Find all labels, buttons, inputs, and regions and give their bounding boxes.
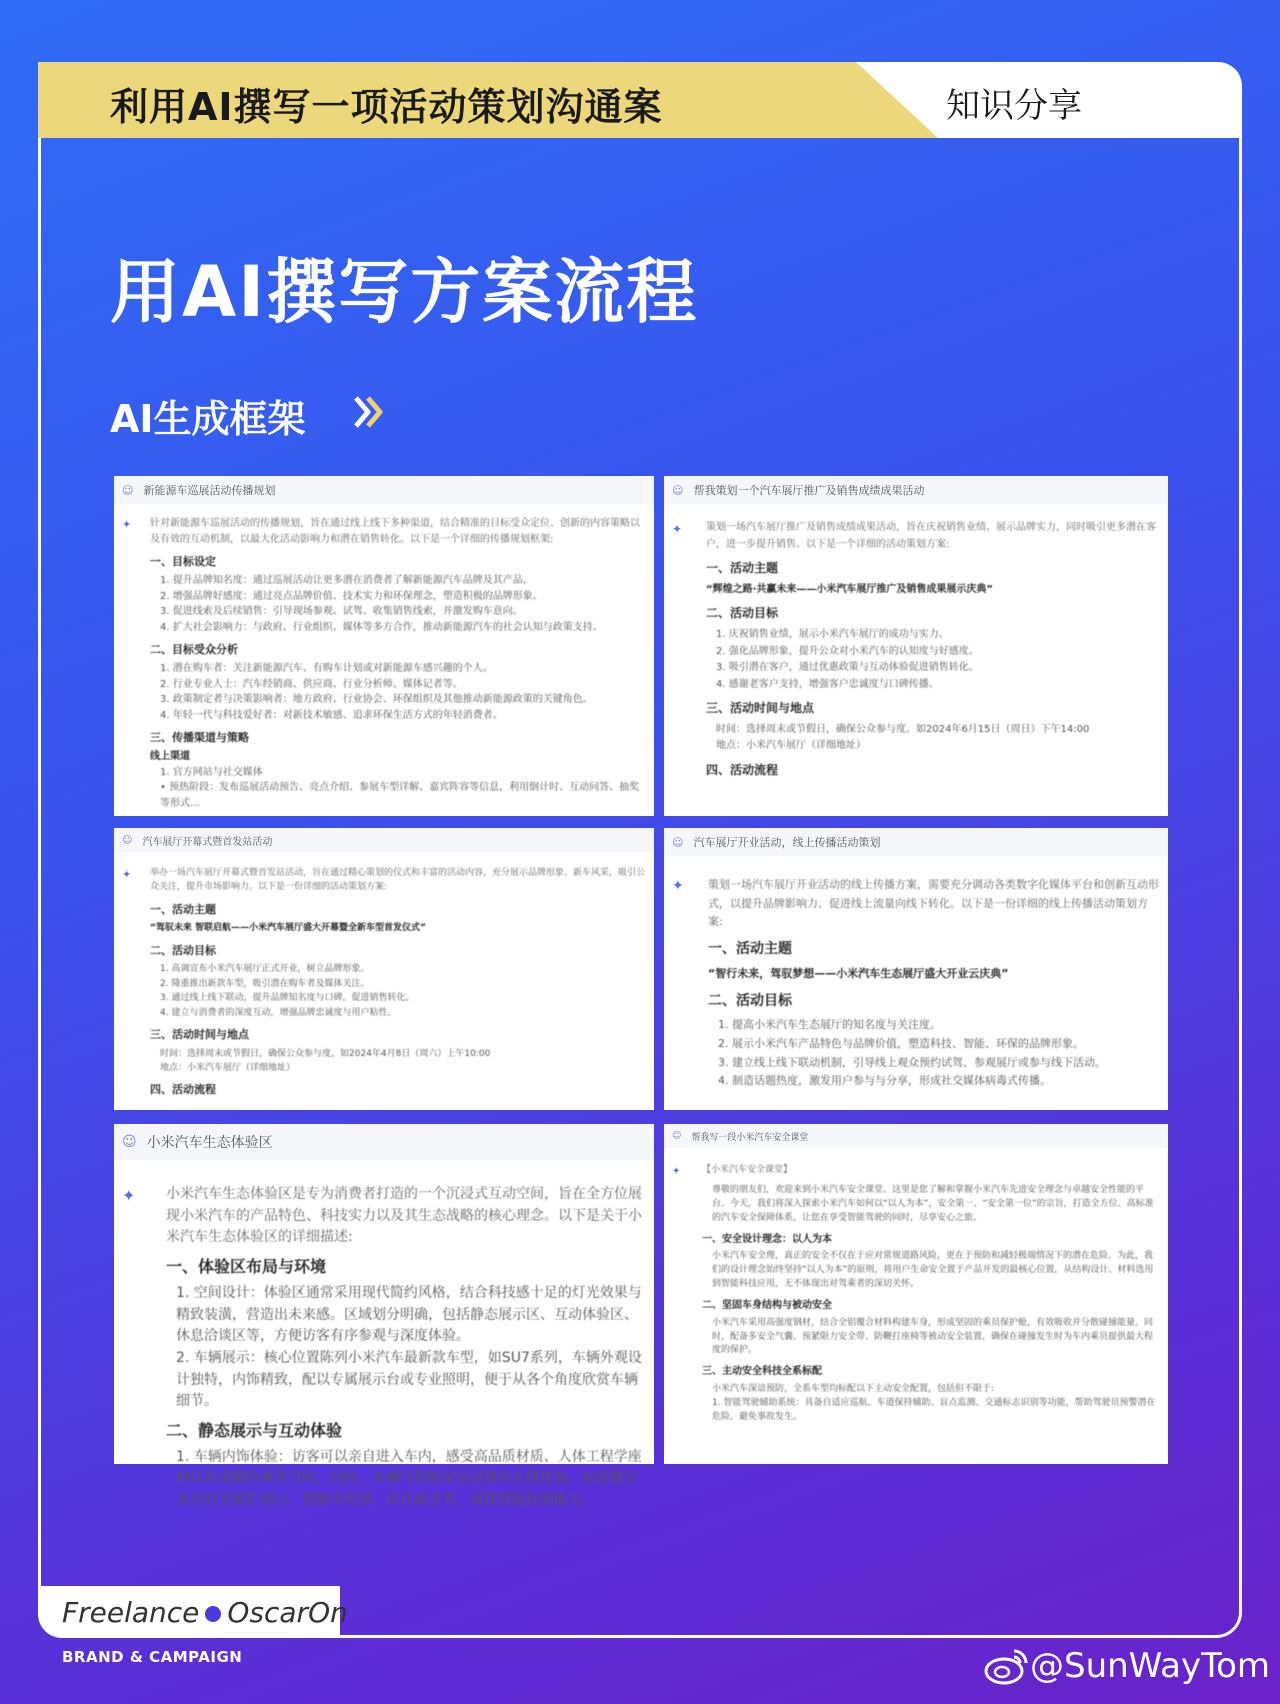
response-list-item: 1. 智能驾驶辅助系统：具备自适应巡航、车道保持辅助、盲点监测、交通标志识别等功能，帮助驾驶员预警潜在危险，避免事故发生。 [712, 1397, 1156, 1422]
weibo-icon [984, 1647, 1030, 1685]
user-icon: ☺ [672, 835, 684, 849]
response-theme: “驾驭未来 智联启航——小米汽车展厅盛大开幕暨全新车型首发仪式” [150, 923, 426, 934]
response-list-item: 时间：选择周末或节假日，确保公众参与度。如2024年4月8日（周六）上午10:00 [160, 1048, 491, 1059]
question-text: 小米汽车生态体验区 [146, 1135, 273, 1151]
ai-response [150, 866, 646, 1102]
response-list-item: 4. 制造话题热度，激发用户参与与分享，形成社交媒体病毒式传播。 [718, 1074, 1051, 1088]
response-heading: 二、目标受众分析 [150, 643, 238, 657]
header-tag: 知识分享 [946, 86, 1082, 126]
brand-left: Freelance [62, 1596, 200, 1629]
response-list-item: 1. 提高小米汽车生态展厅的知名度与关注度。 [718, 1018, 941, 1032]
response-theme: “智行未来，驾驭梦想——小米汽车生态展厅盛大开业云庆典” [708, 966, 1009, 980]
response-intro: 策划一场汽车展厅开业活动的线上传播方案，需要充分调动各类数字化媒体平台和创新互动形式，以提升品牌影响力、促进线上流量向线下转化。以下是一份详细的线上传播活动策划方案: [708, 878, 1159, 929]
ai-response [150, 516, 646, 811]
response-list-item: 小米汽车采用高强度钢材，结合全铝覆合材料构建车身，形成坚固的乘员保护舱，有效吸收并分散碰撞能量。同时，配备多安全气囊、预紧限力安全带、防鞭打座椅等被动安全装置，确保在碰撞发生时为车内乘员提供最大程度的保护。 [712, 1317, 1154, 1356]
question-text: 新能源车巡展活动传播规划 [143, 484, 276, 497]
user-icon: ☺ [122, 483, 134, 497]
ai-bot-icon: ✦ [672, 522, 683, 536]
screenshot-card-1 [114, 476, 654, 816]
question-text: 帮我写一段小米汽车安全课堂 [691, 1132, 809, 1143]
response-list-item: 1. 空间设计：体验区通常采用现代简约风格，结合科技感十足的灯光效果与精致装潢，营造出未来感。区域划分明确，包括静态展示区、互动体验区、休息洽谈区等，方便访客有序参观与深度体验。 [176, 1284, 642, 1345]
response-list-item: 1. 庆祝销售业绩，展示小米汽车展厅的成功与实力。 [716, 629, 949, 641]
card-question [664, 1124, 1168, 1148]
response-heading: 一、安全设计理念：以人为本 [702, 1233, 832, 1245]
screenshot-card-6 [664, 1124, 1168, 1464]
response-heading: 二、坚固车身结构与被动安全 [702, 1300, 832, 1312]
weibo-watermark [984, 1646, 1270, 1686]
response-list-item: 1. 车辆内饰体验：访客可以亲自进入车内，感受高品质材质、人体工程学座椅以及宽敞的乘坐空间。同时，车辆与智能家居设备的无缝连接，如前排仪表台的金属扩展口、智能中控屏、语音助手等，展现智能控制能力。 [176, 1448, 642, 1509]
response-list-item: 小米汽车深谙预防，全系车型均标配以下主动安全配置，包括但不限于: [712, 1383, 995, 1394]
ai-response [708, 876, 1160, 1091]
ai-response [706, 520, 1160, 784]
user-icon: ☺ [122, 834, 133, 846]
response-heading: 一、活动主题 [150, 902, 216, 916]
header-bar [38, 62, 1242, 138]
section-subtitle: AI生成框架 [110, 397, 306, 441]
response-heading: 四、活动流程 [706, 762, 779, 777]
response-list-item: 3. 促进线索及后续销售：引导现场参观、试驾、收集销售线索，并激发购车意向。 [160, 606, 523, 618]
question-text: 汽车展厅开业活动，线上传播活动策划 [693, 836, 881, 849]
response-list-item: 1. 高调宣布小米汽车展厅正式开业，树立品牌形象。 [160, 964, 370, 975]
screenshot-card-3 [114, 828, 654, 1110]
response-heading: 三、活动时间与地点 [150, 1027, 249, 1041]
response-intro: 策划一场汽车展厅推广及销售成绩成果活动，旨在庆祝销售业绩、展示品牌实力，同时吸引更多潜在客户，进一步提升销售。以下是一个详细的活动策划方案: [706, 522, 1156, 550]
response-list-item: 地点：小米汽车展厅（详细地址） [716, 740, 866, 752]
card-question [664, 828, 1168, 856]
response-heading: 三、活动时间与地点 [706, 701, 815, 716]
response-intro: 举办一场汽车展厅开幕式暨首发站活动，旨在通过精心策划的仪式和丰富的活动内容，充分展示品牌形象、新车风采，吸引公众关注，提升市场影响力。以下是一份详细的活动策划方案: [150, 868, 646, 893]
response-heading: 一、活动主题 [706, 561, 779, 575]
response-list-item: 2. 增强品牌好感度：通过亮点品牌价值、技术实力和环保理念，塑造积极的品牌形象。 [160, 590, 543, 602]
response-heading: 二、活动目标 [706, 606, 779, 621]
ai-bot-icon: ✦ [122, 518, 132, 531]
response-list-item: 尊敬的朋友们，欢迎来到小米汽车安全课堂。这里是您了解和掌握小米汽车先进安全理念与卓越安全性能的平台。今天，我们将深入探索小米汽车如何以“以人为本”，安全第一、“安全第一位”的宗旨，打造全方位、高标准的汽车安全保障体系，让您在享受智能驾驶的同时，尽享安心之旅。 [712, 1184, 1154, 1223]
ai-bot-icon: ✦ [672, 1166, 681, 1177]
response-list-item: 4. 扩大社会影响力：与政府、行业组织、媒体等多方合作，推动新能源汽车的社会认知与政策支持。 [160, 621, 603, 633]
question-text: 汽车展厅开幕式暨首发站活动 [142, 836, 273, 848]
response-list-item: 3. 吸引潜在客户，通过优惠政策与互动体验促进销售转化。 [716, 662, 979, 674]
footer-subtitle: BRAND & CAMPAIGN [62, 1648, 243, 1666]
response-list-item: • 预热阶段：发布巡展活动预告、亮点介绍、参展车型详解、嘉宾阵容等信息，利用倒计时、互动问答、抽奖等形式... [160, 782, 640, 809]
response-list-item: 2. 展示小米汽车产品特色与品牌价值，塑造科技、智能、环保的品牌形象。 [718, 1037, 1084, 1051]
user-icon: ☺ [672, 483, 684, 497]
response-subheading: 线上渠道 [150, 751, 190, 763]
double-chevron-right-icon [352, 392, 386, 432]
ai-bot-icon: ✦ [672, 878, 684, 894]
response-list-item: 地点：小米汽车展厅（详细地址） [160, 1062, 296, 1073]
ai-response [702, 1164, 1160, 1425]
response-heading: 三、传播渠道与策略 [150, 731, 249, 745]
response-heading: 二、活动目标 [150, 943, 216, 957]
brand-right: OscarOn [227, 1596, 348, 1629]
ai-response [166, 1184, 646, 1512]
response-theme: “辉煌之路·共赢未来——小米汽车展厅推广及销售成果展示庆典” [706, 583, 993, 595]
response-list-item: 3. 政策制定者与决策影响者：地方政府、行业协会、环保组织及其他推动新能源政策的关键角色。 [160, 694, 593, 706]
response-list-item: 1. 提升品牌知名度：通过巡展活动让更多潜在消费者了解新能源汽车品牌及其产品。 [160, 575, 533, 587]
page-title: 用AI撰写方案流程 [110, 251, 699, 333]
response-list-item: 2. 隆重推出新款车型，吸引潜在购车者及媒体关注。 [160, 978, 370, 989]
response-heading: 一、体验区布局与环境 [166, 1257, 327, 1277]
ai-bot-icon: ✦ [122, 1186, 136, 1205]
response-intro: 针对新能源车巡展活动的传播规划，旨在通过线上线下多种渠道，结合精准的目标受众定位、创新的内容策略以及有效的互动机制，以最大化活动影响力和潜在销售转化。以下是一个详细的传播规划框架: [150, 518, 640, 545]
footer-brand [62, 1596, 348, 1629]
response-heading: 二、静态展示与互动体验 [166, 1420, 343, 1440]
response-list-item: 2. 强化品牌形象，提升公众对小米汽车的认知度与好感度。 [716, 645, 979, 657]
response-list-item: 4. 年轻一代与科技爱好者：对新技术敏感、追求环保生活方式的年轻消费者。 [160, 709, 503, 721]
response-intro: 小米汽车生态体验区是专为消费者打造的一个沉浸式互动空间，旨在全方位展现小米汽车的产品特色、科技实力以及其生态战略的核心理念。以下是关于小米汽车生态体验区的详细描述: [166, 1186, 642, 1246]
response-heading: 二、活动目标 [708, 992, 792, 1009]
response-heading: 一、目标设定 [150, 555, 216, 568]
response-intro: 【小米汽车安全课堂】 [702, 1165, 793, 1175]
response-list-item: 3. 建立线上线下联动机制，引导线上观众预约试驾、参观展厅或参与线下活动。 [718, 1055, 1106, 1069]
ai-bot-icon: ✦ [122, 868, 132, 881]
response-list-item: 时间：选择周末或节假日，确保公众参与度。如2024年6月15日（周日）下午14:00 [716, 723, 1090, 735]
user-icon: ☺ [672, 1131, 682, 1141]
header-title: 利用AI撰写一项活动策划沟通案 [110, 85, 663, 129]
response-list-item: 2. 车辆展示：核心位置陈列小米汽车最新款车型，如SU7系列，车辆外观设计独特，内饰精致，配以专属展示台或专业照明，便于从各个角度欣赏车辆细节。 [176, 1349, 642, 1410]
card-question [664, 476, 1168, 504]
response-list-item: 1. 官方网站与社交媒体 [160, 766, 263, 778]
response-heading: 一、活动主题 [708, 941, 792, 958]
screenshot-card-5 [114, 1124, 654, 1509]
response-heading: 四、活动流程 [150, 1083, 216, 1097]
response-list-item: 4. 感谢老客户支持，增强客户忠诚度与口碑传播。 [716, 678, 939, 690]
watermark-text: @SunWayTom [1030, 1646, 1270, 1686]
screenshot-card-2 [664, 476, 1168, 816]
user-icon: ☺ [122, 1134, 137, 1150]
response-list-item: 3. 通过线上线下联动，提升品牌知名度与口碑，促进销售转化。 [160, 993, 415, 1004]
card-question [114, 1124, 654, 1160]
response-list-item: 小米汽车安全理，真正的安全不仅在于应对常规道路风险，更在于预防和减轻极端情况下的潜在危险。为此，我们的设计理念始终坚持“以人为本”的原则，将用户生命安全置于产品开发的最核心位置，从结构设计、材料选用到智能科技应用，无不体现出对驾乘者的深切关怀。 [712, 1251, 1154, 1290]
response-heading: 三、主动安全科技全系标配 [702, 1366, 822, 1378]
card-question [114, 828, 654, 852]
brand-dot-icon [205, 1606, 221, 1622]
card-question [114, 476, 654, 504]
response-list-item: 2. 行业专业人士：汽车经销商、供应商、行业分析师、媒体记者等。 [160, 678, 463, 690]
question-text: 帮我策划一个汽车展厅推广及销售成绩成果活动 [693, 484, 925, 497]
response-list-item: 4. 建立与消费者的深度互动，增强品牌忠诚度与用户粘性。 [160, 1007, 397, 1018]
screenshot-card-4 [664, 828, 1168, 1110]
response-list-item: 1. 潜在购车者：关注新能源汽车、有购车计划或对新能源车感兴趣的个人。 [160, 663, 493, 675]
